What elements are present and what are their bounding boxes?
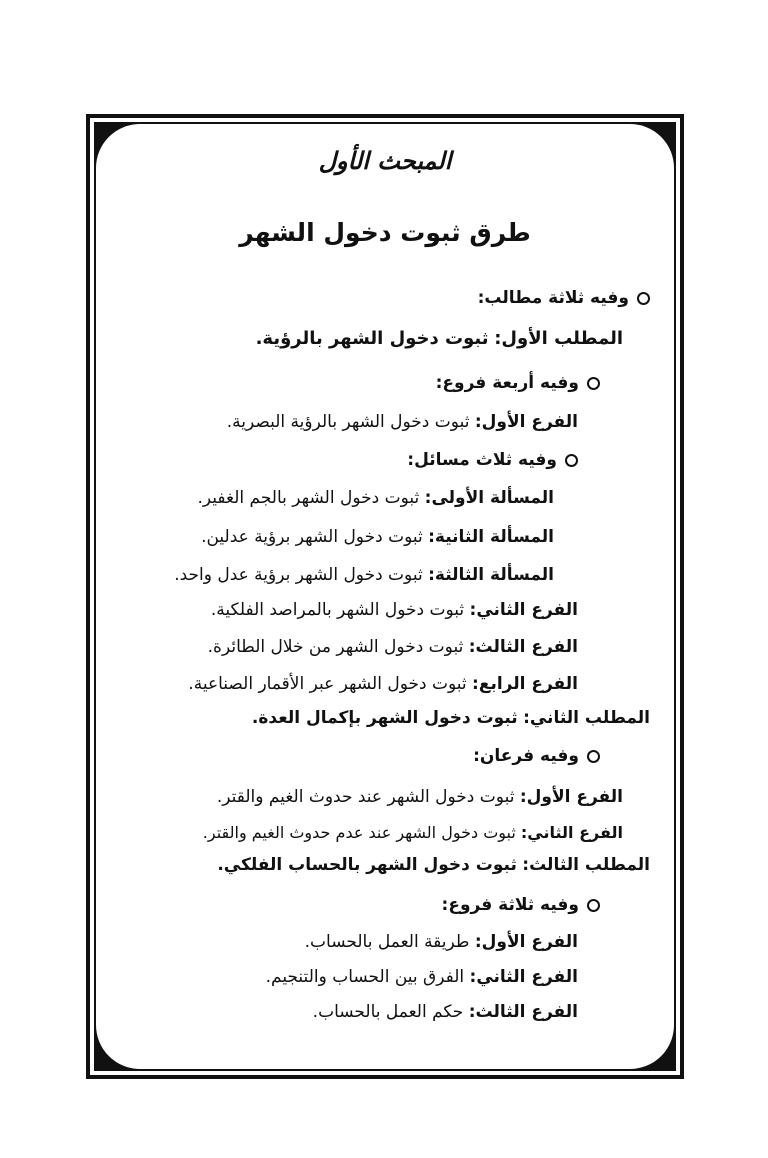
toc-text: ثبوت دخول الشهر بالرؤية. bbox=[255, 328, 489, 349]
toc-label: الفرع الرابع: bbox=[472, 674, 578, 694]
toc-text: طريقة العمل بالحساب. bbox=[304, 932, 470, 952]
toc-line bbox=[473, 742, 600, 770]
toc-line bbox=[313, 998, 578, 1026]
toc-line bbox=[305, 928, 578, 956]
toc-line bbox=[201, 523, 554, 551]
circle-bullet-icon bbox=[565, 454, 578, 467]
toc-label: الفرع الثالث: bbox=[468, 1002, 578, 1022]
toc-line bbox=[442, 891, 600, 919]
toc-line bbox=[188, 670, 578, 698]
toc-text: وفيه ثلاثة فروع: bbox=[441, 895, 579, 915]
toc-line bbox=[478, 284, 650, 312]
toc-text: ثبوت دخول الشهر برؤية عدل واحد. bbox=[174, 565, 423, 585]
circle-bullet-icon bbox=[587, 899, 600, 912]
toc-text: وفيه أربعة فروع: bbox=[435, 373, 579, 393]
toc-line bbox=[217, 783, 623, 811]
toc-text: ثبوت دخول الشهر عند حدوث الغيم والقتر. bbox=[216, 787, 515, 807]
toc-text: ثبوت دخول الشهر عند عدم حدوث الغيم والقتر. bbox=[202, 823, 516, 842]
circle-bullet-icon bbox=[637, 292, 650, 305]
toc-text: ثبوت دخول الشهر بالرؤية البصرية. bbox=[226, 412, 470, 432]
toc-label: الفرع الثاني: bbox=[469, 600, 578, 620]
toc-text: وفيه ثلاث مسائل: bbox=[407, 450, 557, 470]
toc-text: ثبوت دخول الشهر بالحساب الفلكي. bbox=[217, 855, 517, 875]
toc-label: الفرع الثاني: bbox=[520, 823, 623, 842]
toc-text: ثبوت دخول الشهر برؤية عدلين. bbox=[201, 527, 423, 547]
toc-text: وفيه ثلاثة مطالب: bbox=[477, 288, 629, 308]
toc-text: ثبوت دخول الشهر من خلال الطائرة. bbox=[207, 637, 464, 657]
toc-text: ثبوت دخول الشهر بالجم الغفير. bbox=[197, 488, 420, 508]
toc-label: الفرع الثاني: bbox=[469, 967, 578, 987]
toc-line bbox=[266, 963, 578, 991]
toc-label: المسألة الأولى: bbox=[424, 488, 554, 508]
toc-line bbox=[407, 446, 578, 474]
toc-label: المطلب الأول: bbox=[494, 328, 623, 349]
toc-text: حكم العمل بالحساب. bbox=[312, 1002, 464, 1022]
toc-line bbox=[208, 633, 578, 661]
toc-line bbox=[197, 484, 554, 512]
toc-text: وفيه فرعان: bbox=[473, 746, 579, 766]
toc-line bbox=[217, 851, 650, 879]
toc-text: الفرق بين الحساب والتنجيم. bbox=[265, 967, 465, 987]
toc-label: المسألة الثالثة: bbox=[428, 565, 554, 585]
page-title: طرق ثبوت دخول الشهر bbox=[239, 218, 531, 247]
toc-label: المسألة الثانية: bbox=[428, 527, 554, 547]
toc-label: المطلب الثاني: bbox=[523, 708, 650, 728]
toc-label: الفرع الأول: bbox=[474, 932, 578, 952]
toc-label: المطلب الثالث: bbox=[522, 855, 650, 875]
toc-label: الفرع الأول: bbox=[474, 412, 578, 432]
circle-bullet-icon bbox=[587, 750, 600, 763]
toc-line bbox=[203, 819, 623, 847]
section-title: المبحث الأول bbox=[318, 146, 452, 175]
toc-label: الفرع الأول: bbox=[519, 787, 623, 807]
toc-text: ثبوت دخول الشهر بالمراصد الفلكية. bbox=[210, 600, 465, 620]
toc-label: الفرع الثالث: bbox=[468, 637, 578, 657]
toc-text: ثبوت دخول الشهر عبر الأقمار الصناعية. bbox=[188, 674, 467, 694]
toc-line bbox=[211, 596, 578, 624]
circle-bullet-icon bbox=[587, 377, 600, 390]
toc-line bbox=[174, 561, 554, 589]
toc-line bbox=[256, 325, 623, 353]
toc-line bbox=[227, 408, 578, 436]
toc-text: ثبوت دخول الشهر بإكمال العدة. bbox=[251, 708, 518, 728]
toc-line bbox=[436, 369, 600, 397]
toc-line bbox=[252, 704, 650, 732]
